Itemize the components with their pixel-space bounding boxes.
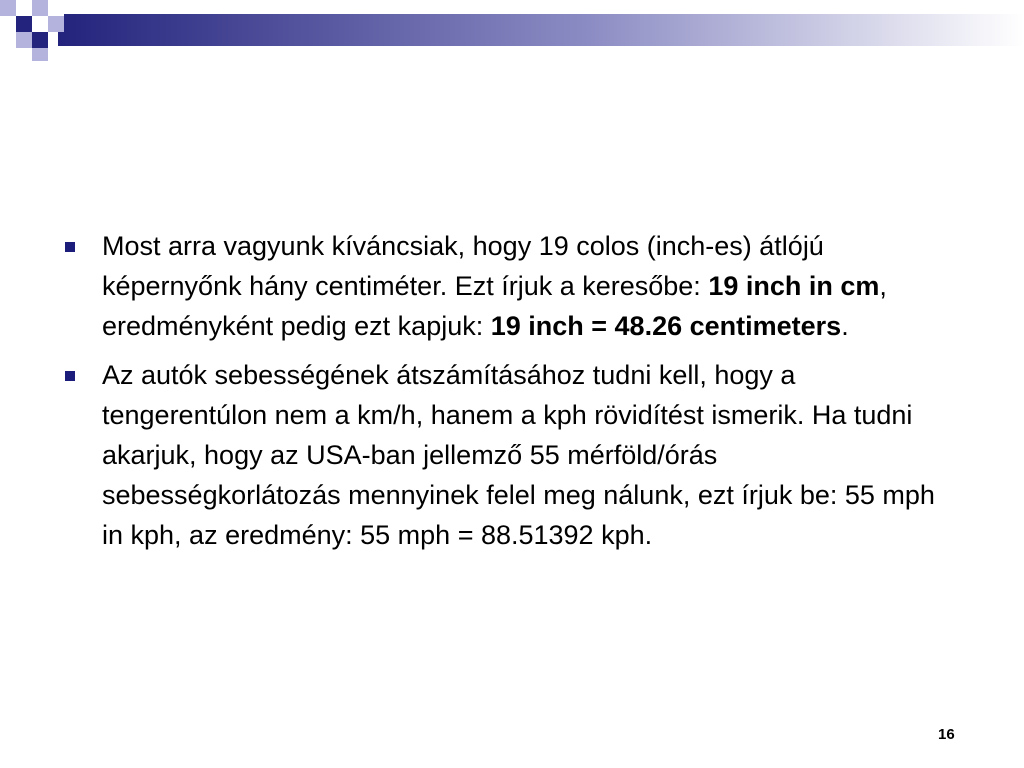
search-query: 19 inch in cm [708,271,880,301]
page-number: 16 [938,726,955,743]
bullet-item-screen-size [62,226,962,346]
bullet-text: Most arra vagyunk kíváncsiak, hogy 19 colos (inch-es) átlójú képernyőnk hány centiméter. Ezt írjuk a keresőbe: 19 inch in cm, eredményként pedig ezt kapjuk: 19 inch = 48.26 centimeters. [102,231,887,341]
slide-body [62,226,962,564]
search-result: 19 inch = 48.26 centimeters [490,311,842,341]
bullet-text: Az autók sebességének átszámításához tudni kell, hogy a tengerentúlon nem a km/h, hanem a kph rövidítést ismerik. Ha tudni akarjuk, hogy az USA-ban jellemző 55 mérföld/órás sebességkorlátozás mennyinek felel meg nálunk, ezt írjuk be: 55 mph in kph, az eredmény: 55 mph = 88.51392 kph. [102,360,935,550]
header-decoration [0,0,1024,64]
bullet-square-icon [65,242,75,252]
bullet-item-speed-conversion [62,355,962,555]
bullet-square-icon [65,371,75,381]
